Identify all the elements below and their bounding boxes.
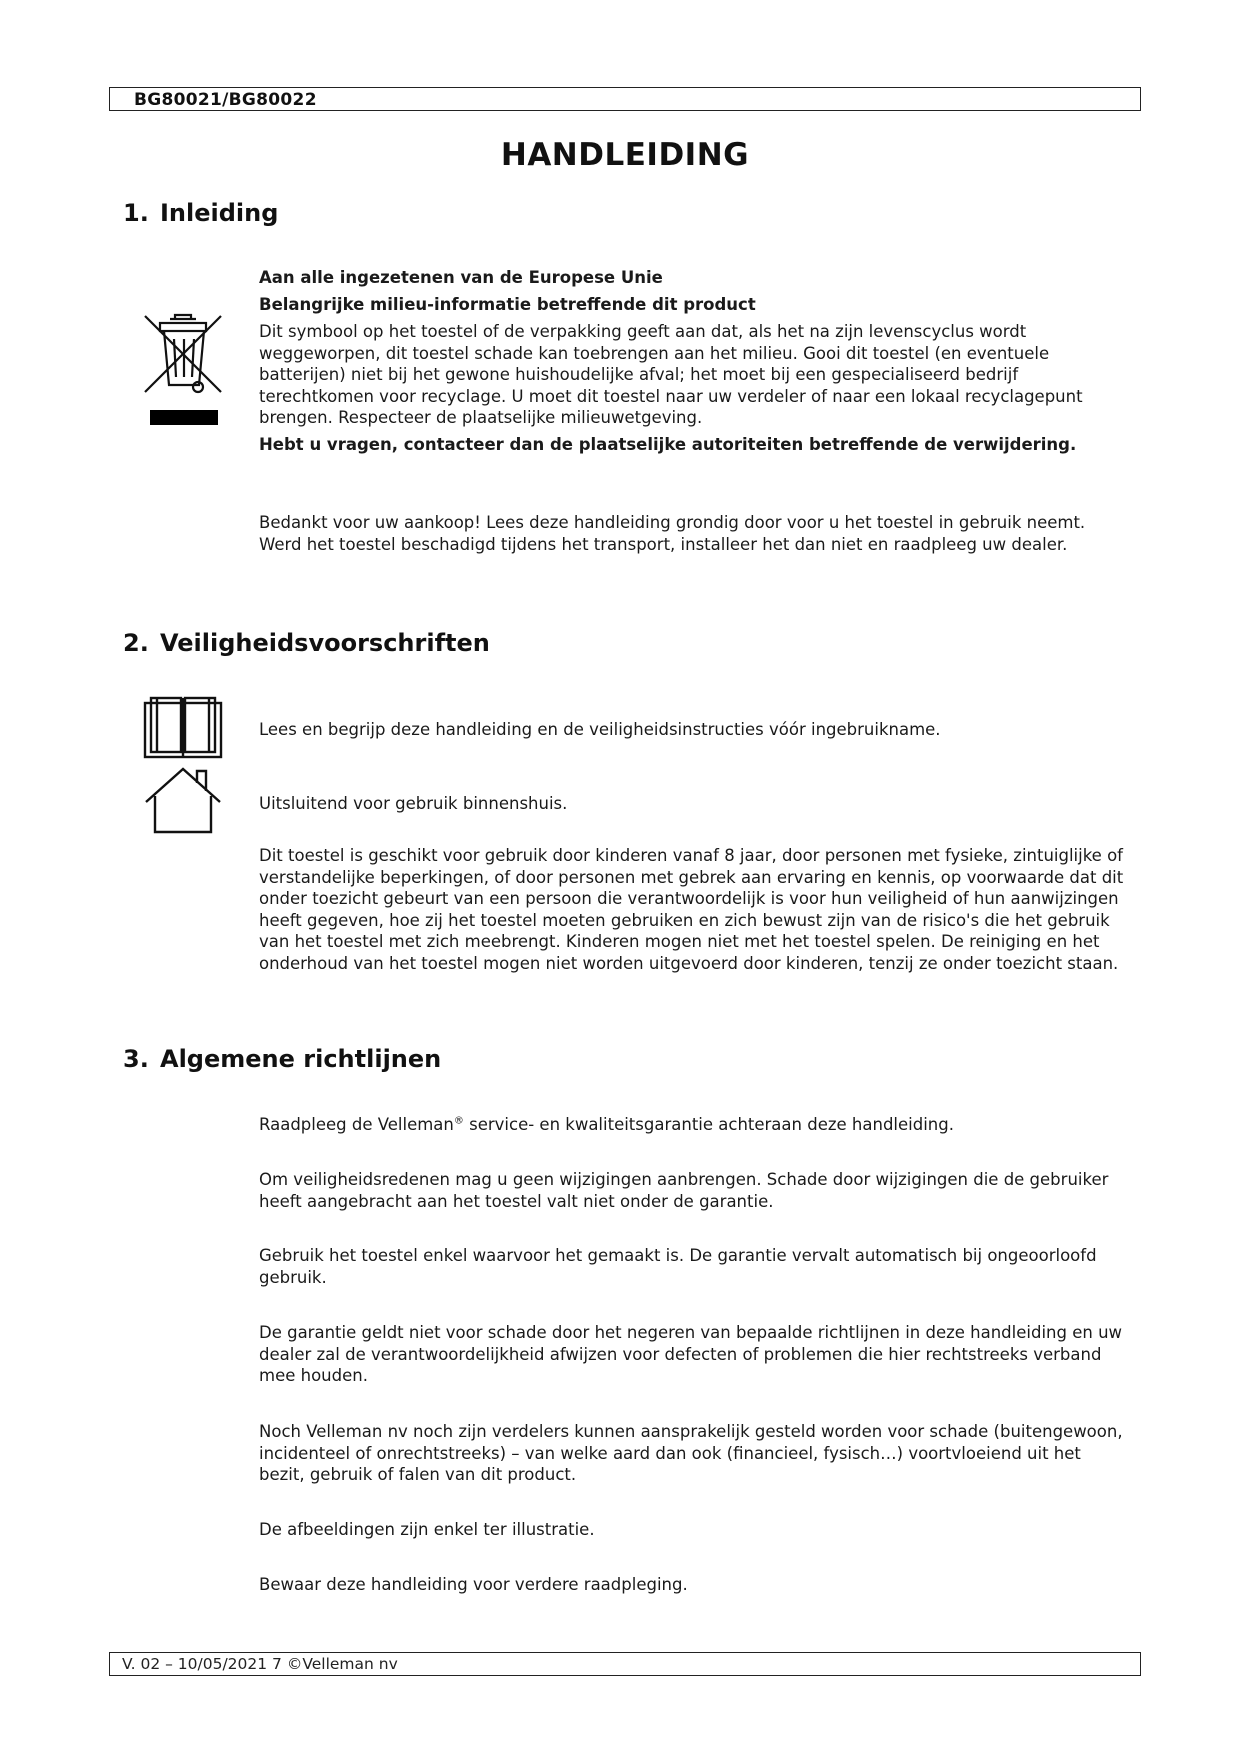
general-intended-use: Gebruik het toestel enkel waarvoor het gemaakt is. De garantie vervalt automatisch bij ongeoorloofd gebruik. [259,1246,1097,1287]
model-number: BG80021/BG80022 [134,90,317,110]
footer-version: V. 02 – 10/05/2021 7 ©Velleman nv [122,1655,398,1673]
read-manual-book-icon [143,695,223,760]
general-p1-post: service- en kwaliteitsgarantie achteraan deze handleiding. [463,1115,954,1134]
general-warranty-exclusion: De garantie geldt niet voor schade door het negeren van bepaalde richtlijnen in deze handleiding en uw dealer zal de verantwoordelijkheid afwijzen voor defecten of problemen die hier rechtstreeks verband mee houden. [259,1323,1123,1385]
section-title: Algemene richtlijnen [160,1045,442,1073]
general-keep-manual: Bewaar deze handleiding voor verdere raadpleging. [259,1575,688,1594]
header-box [109,87,1141,111]
section-number: 1. [123,199,149,227]
safety-children: Dit toestel is geschikt voor gebruik door kinderen vanaf 8 jaar, door personen met fysieke, zintuiglijke of verstandelijke beperkingen, of door personen met gebrek aan ervaring en kennis, op voorwaarde dat dit onder toezicht gebeurt van een persoon die verantwoordelijk is voor hun veiligheid of hun aanwijzingen heeft gegeven, hoe zij het toestel moeten gebruiken en zich bewust zijn van de risico's die het gebruik van het toestel met zich meebrengt. Kinderen mogen niet met het toestel spelen. De reiniging en het onderhoud van het toestel mogen niet worden uitgevoerd door kinderen, tenzij ze onder toezicht staan. [259,846,1124,973]
intro-heading-eu: Aan alle ingezetenen van de Europese Unie [259,268,663,287]
page-title: HANDLEIDING [500,137,750,173]
section-heading-inleiding [123,199,278,227]
intro-thanks: Bedankt voor uw aankoop! Lees deze handleiding grondig door voor u het toestel in gebruik neemt. Werd het toestel beschadigd tijdens het transport, installeer het dan niet en raadpleeg uw dealer. [259,513,1086,554]
intro-weee-text: Dit symbool op het toestel of de verpakking geeft aan dat, als het na zijn levenscyclus wordt weggeworpen, dit toestel schade kan toebrengen aan het milieu. Gooi dit toestel (en eventuele batterijen) niet bij het gewone huishoudelijke afval; het moet bij een gespecialiseerd bedrijf terechtkomen voor recyclage. U moet dit toestel naar uw verdeler of naar een lokaal recyclagepunt brengen. Respecteer de plaatselijke milieuwetgeving. [259,322,1083,427]
general-p1-pre: Raadpleeg de Velleman [259,1115,454,1134]
section-number: 2. [123,629,149,657]
section-heading-veiligheid [123,629,490,657]
intro-heading-environment: Belangrijke milieu-informatie betreffende dit product [259,295,756,314]
safety-read-manual: Lees en begrijp deze handleiding en de veiligheidsinstructies vóór ingebruikname. [259,720,941,739]
section-number: 3. [123,1045,149,1073]
indoor-use-house-icon [143,766,223,836]
safety-indoor: Uitsluitend voor gebruik binnenshuis. [259,794,568,813]
section-heading-richtlijnen [123,1045,441,1073]
registered-mark: ® [453,1115,464,1127]
general-liability: Noch Velleman nv noch zijn verdelers kunnen aansprakelijk gesteld worden voor schade (buitengewoon, incidenteel of onrechtstreeks) – van welke aard dan ook (financieel, fysisch…) voortvloeiend uit het bezit, gebruik of falen van dit product. [259,1422,1123,1484]
section-title: Inleiding [160,199,279,227]
weee-bin-icon [142,313,224,429]
general-no-modifications: Om veiligheidsredenen mag u geen wijzigingen aanbrengen. Schade door wijzigingen die de gebruiker heeft aangebracht aan het toestel valt niet onder de garantie. [259,1170,1109,1211]
intro-question: Hebt u vragen, contacteer dan de plaatselijke autoriteiten betreffende de verwijdering. [259,435,1077,454]
general-illustration: De afbeeldingen zijn enkel ter illustratie. [259,1520,595,1539]
general-velleman-warranty [259,1114,1129,1136]
footer-box [109,1652,1141,1676]
section-title: Veiligheidsvoorschriften [160,629,490,657]
